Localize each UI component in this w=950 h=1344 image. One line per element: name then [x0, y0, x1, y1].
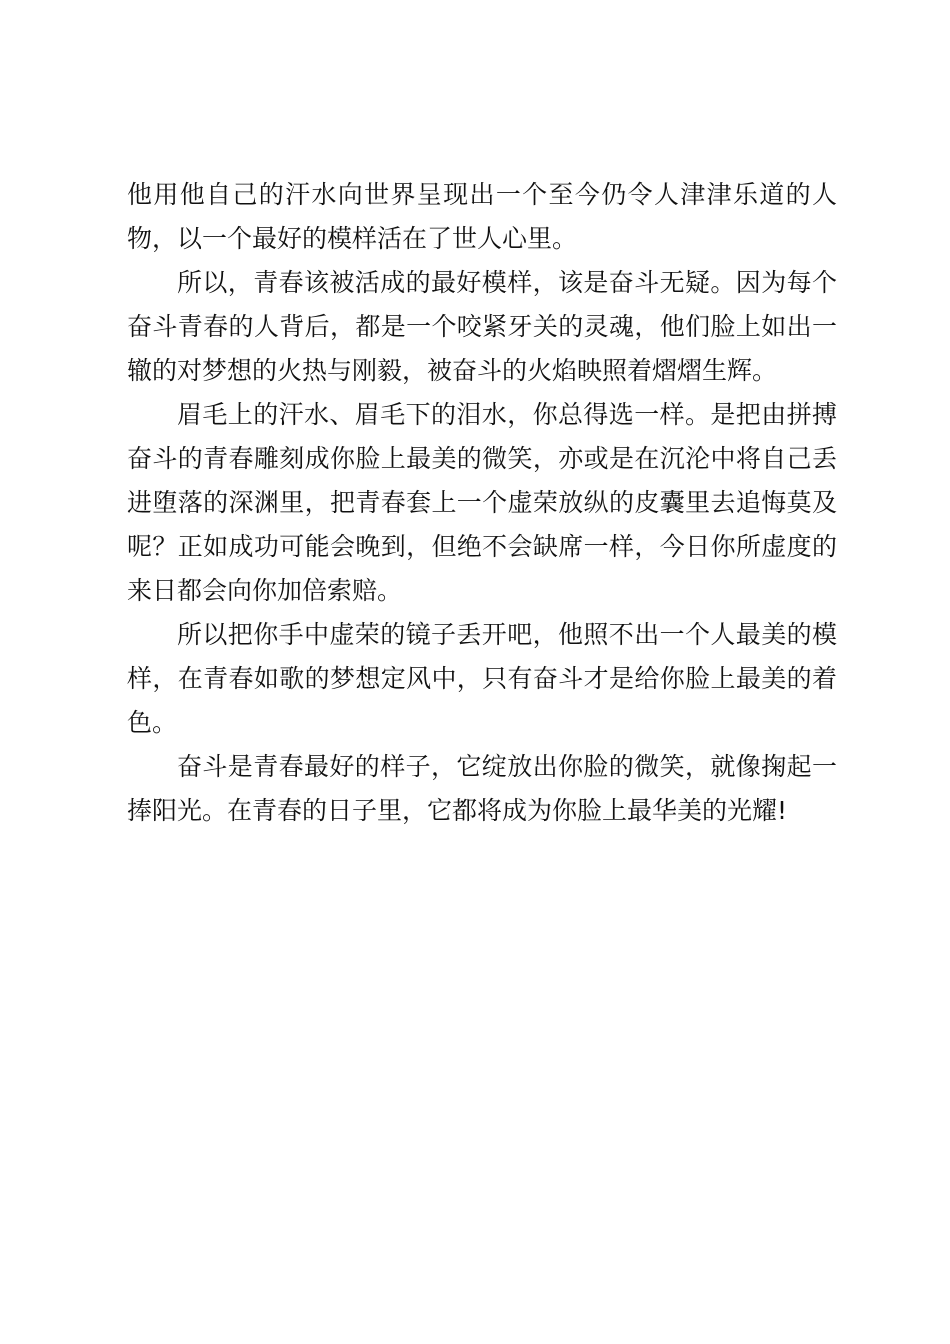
paragraph-4: 所以把你手中虚荣的镜子丢开吧，他照不出一个人最美的模样，在青春如歌的梦想定风中，只有奋斗才是给你脸上最美的着色。: [127, 620, 837, 737]
paragraph-5: 奋斗是青春最好的样子，它绽放出你脸的微笑，就像掬起一捧阳光。在青春的日子里，它都将成为你脸上最华美的光耀!: [127, 752, 837, 825]
paragraph-3: 眉毛上的汗水、眉毛下的泪水，你总得选一样。是把由拼搏奋斗的青春雕刻成你脸上最美的微笑，亦或是在沉沦中将自己丢进堕落的深渊里，把青春套上一个虚荣放纵的皮囊里去追悔莫及呢？正如成功可能会晚到，但绝不会缺席一样，今日你所虚度的来日都会向你加倍索赔。: [127, 400, 837, 605]
paragraph-2: 所以，青春该被活成的最好模样，该是奋斗无疑。因为每个奋斗青春的人背后，都是一个咬紧牙关的灵魂，他们脸上如出一辙的对梦想的火热与刚毅，被奋斗的火焰映照着熠熠生辉。: [127, 268, 837, 385]
essay-body: [127, 173, 837, 833]
paragraph-1: 他用他自己的汗水向世界呈现出一个至今仍令人津津乐道的人物，以一个最好的模样活在了世人心里。: [127, 180, 837, 253]
